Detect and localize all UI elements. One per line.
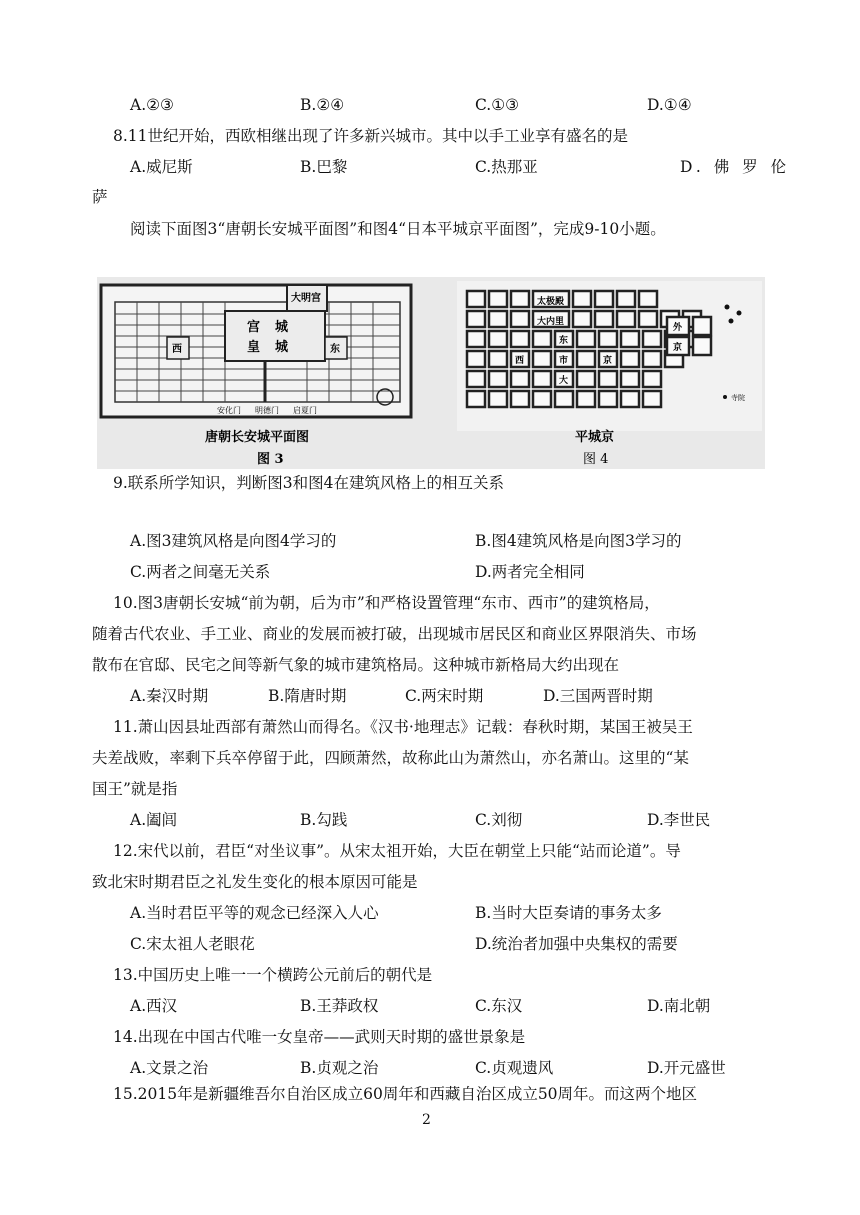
fig3-label-west-market: 西: [172, 344, 182, 355]
q12-line-2: 致北宋时期君臣之礼发生变化的根本原因可能是: [92, 873, 418, 891]
q10-option-b: B.隋唐时期: [268, 687, 347, 705]
fig4-label-jing-2: 京: [673, 343, 683, 353]
fig4-label-temple: 寺院: [731, 394, 745, 402]
q11-line-3: 国王”就是指: [92, 780, 178, 798]
q9-stem: 9.联系所学知识，判断图3和图4在建筑风格上的相互关系: [113, 474, 505, 492]
page-number: 2: [422, 1112, 431, 1128]
q8-option-d-wrap: 萨: [92, 188, 108, 206]
q13-stem: 13.中国历史上唯一一个横跨公元前后的朝代是: [113, 966, 433, 984]
q9-option-a: A.图3建筑风格是向图4学习的: [130, 532, 337, 550]
fig3-label-anhuamen: 安化门: [217, 406, 241, 415]
fig4-caption: 图 4: [583, 452, 609, 467]
fig3-label-huang: 皇: [247, 340, 261, 355]
fig3-label-mingdemen: 明德门: [255, 406, 279, 415]
q8-option-b: B.巴黎: [300, 158, 348, 176]
fig4-label-east: 东: [559, 336, 569, 346]
fig3-label-qixiamen: 启夏门: [293, 406, 317, 415]
q14-option-c: C.贞观遗风: [475, 1059, 554, 1077]
q11-line-2: 夫差战败，率剩下兵卒停留于此，四顾萧然，故称此山为萧然山，亦名萧山。这里的“某: [92, 749, 689, 767]
q11-option-b: B.勾践: [300, 811, 348, 829]
q14-option-a: A.文景之治: [130, 1059, 209, 1077]
q12-line-1: 12.宋代以前，君臣“对坐议事”。从宋太祖开始，大臣在朝堂上只能“站而论道”。导: [113, 842, 681, 860]
q8-option-a: A.威尼斯: [130, 158, 193, 176]
fig4-label-danaili: 大内里: [537, 317, 565, 327]
q10-option-c: C.两宋时期: [405, 687, 484, 705]
q13-option-a: A.西汉: [130, 997, 178, 1015]
q7-option-b: B.②④: [300, 96, 345, 114]
q9-option-d: D.两者完全相同: [475, 563, 585, 581]
q14-option-d: D.开元盛世: [647, 1059, 726, 1077]
fig3-label-cheng-2: 城: [275, 340, 289, 355]
q8-option-d: D. 佛 罗 伦: [680, 158, 791, 176]
fig4-label-taijidian: 太极殿: [537, 297, 565, 307]
fig3-caption: 图 3: [257, 452, 284, 467]
q13-option-c: C.东汉: [475, 997, 523, 1015]
q10-line-3: 散布在官邸、民宅之间等新气象的城市建筑格局。这种城市新格局大约出现在: [92, 656, 620, 674]
q9-option-b: B.图4建筑风格是向图3学习的: [475, 532, 682, 550]
fig3-label-gong: 宫: [247, 320, 261, 335]
fig4-label-market: 市: [559, 356, 569, 366]
changan-plan: [101, 285, 411, 467]
q7-option-a: A.②③: [130, 96, 174, 114]
q13-option-d: D.南北朝: [647, 997, 711, 1015]
q8-option-c: C.热那亚: [475, 158, 538, 176]
fig4-title: 平城京: [575, 430, 615, 445]
q12-option-d: D.统治者加强中央集权的需要: [475, 935, 678, 953]
fig3-label-cheng: 城: [275, 320, 289, 335]
fig4-label-wai: 外: [673, 323, 683, 333]
q14-option-b: B.贞观之治: [300, 1059, 379, 1077]
q12-option-b: B.当时大臣奏请的事务太多: [475, 904, 662, 922]
q12-option-a: A.当时君臣平等的观念已经深入人心: [130, 904, 379, 922]
q11-option-a: A.阖闾: [130, 811, 178, 829]
reading-intro: 阅读下面图3“唐朝长安城平面图”和图4“日本平城京平面图”，完成9-10小题。: [130, 220, 666, 238]
fig4-label-jing: 京: [603, 356, 613, 366]
q12-option-c: C.宋太祖人老眼花: [130, 935, 255, 953]
map-figures: [97, 277, 765, 469]
q10-option-d: D.三国两晋时期: [543, 687, 653, 705]
q10-line-1: 10.图3唐朝长安城“前为朝，后为市”和严格设置管理“东市、西市”的建筑格局，: [113, 594, 660, 612]
q15-stem: 15.2015年是新疆维吾尔自治区成立60周年和西藏自治区成立50周年。而这两个地区: [113, 1085, 698, 1103]
heijokyo-plan: [457, 281, 762, 467]
fig3-title: 唐朝长安城平面图: [205, 430, 310, 445]
q8-stem: 8.11世纪开始，西欧相继出现了许多新兴城市。其中以手工业享有盛名的是: [113, 127, 629, 145]
fig4-label-da: 大: [559, 376, 569, 386]
fig3-label-daminggong: 大明宫: [291, 293, 321, 304]
q10-line-2: 随着古代农业、手工业、商业的发展而被打破，出现城市居民区和商业区界限消失、市场: [92, 625, 697, 643]
q11-option-c: C.刘彻: [475, 811, 523, 829]
q7-option-d: D.①④: [647, 96, 692, 114]
figure-3-4: [97, 277, 765, 469]
fig4-label-west: 西: [515, 356, 525, 366]
q11-line-1: 11.萧山因县址西部有萧然山而得名。《汉书·地理志》记载：春秋时期，某国王被吴王: [113, 718, 693, 736]
q9-option-c: C.两者之间毫无关系: [130, 563, 271, 581]
q7-option-c: C.①③: [475, 96, 520, 114]
q10-option-a: A.秦汉时期: [130, 687, 209, 705]
fig3-label-east-market: 东: [330, 344, 340, 355]
q13-option-b: B.王莽政权: [300, 997, 379, 1015]
q14-stem: 14.出现在中国古代唯一女皇帝——武则天时期的盛世景象是: [113, 1028, 526, 1046]
q11-option-d: D.李世民: [647, 811, 711, 829]
